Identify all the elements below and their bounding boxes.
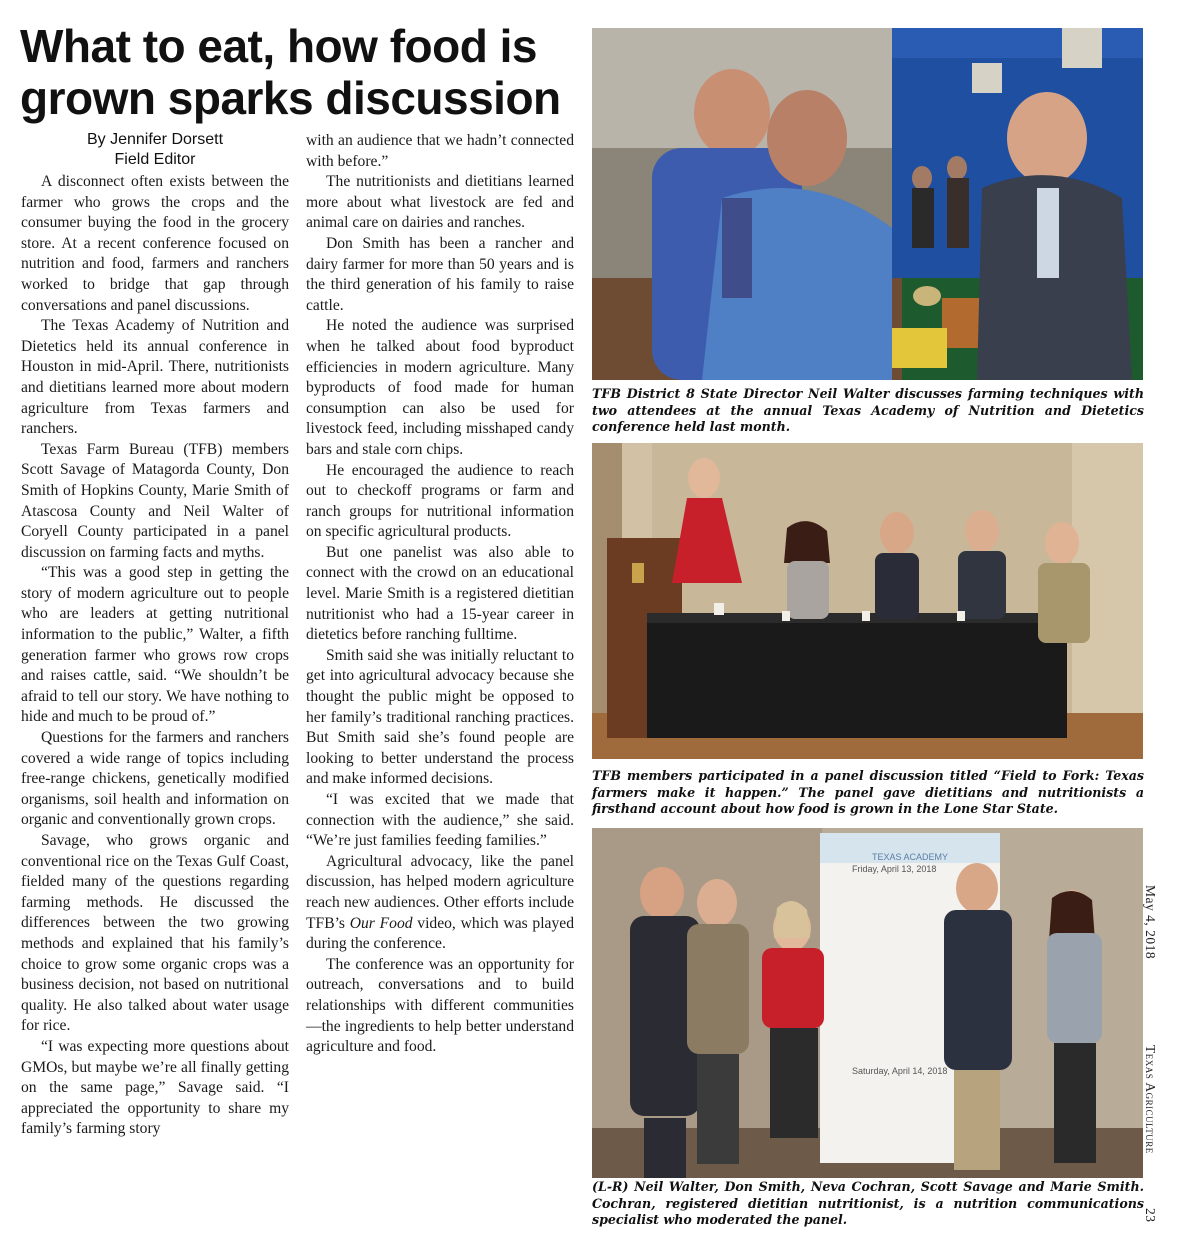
photo-group <box>592 828 1143 1178</box>
byline <box>20 130 290 170</box>
paragraph: The conference was an opportunity for outreach, conversations and to build relationships with different communities—the ingredients to help better understand agriculture and food. <box>306 955 574 1056</box>
paragraph: Don Smith has been a rancher and dairy farmer for more than 50 years and is the third generation of his family to raise cattle. <box>306 234 574 314</box>
paragraph: He encouraged the audience to reach out to checkoff programs or farm and ranch groups for nutritional information on specific agricultural products. <box>306 461 574 541</box>
photo-group-image <box>592 828 1143 1178</box>
photo-booth-image <box>592 28 1143 380</box>
paragraph: Savage, who grows organic and conventional rice on the Texas Gulf Coast, fielded many of the questions regarding farming methods. He discussed the differences between the two growing methods and explained that his family’s choice to grow some organic crops was a business decision, not based on nutritional quality. He also talked about water usage for rice. <box>21 832 289 1035</box>
paragraph: “I was expecting more questions about GMOs, but maybe we’re all finally getting on the same page,” Savage said. “I appreciated the opportunity to share my family’s farming story <box>21 1037 289 1138</box>
paragraph: Smith said she was initially reluctant to get into agricultural advocacy because she thought the public might be opposed to her family’s traditional ranching practices. But Smith said she’s found people are looking to better understand the process and make informed decisions. <box>306 646 574 788</box>
paragraph: Questions for the farmers and ranchers covered a wide range of topics including free-range chickens, genetically modified organisms, soil health and information on organic and conventionally grown crops. <box>21 729 289 829</box>
article-column-2 <box>306 131 574 1231</box>
paragraph: But one panelist was also able to connect with the crowd on an educational level. Marie Smith is a registered dietitian nutritionist who had a 15-year career in dietetics before ranching fulltime. <box>306 543 574 644</box>
paragraph: The Texas Academy of Nutrition and Dietetics held its annual conference in Houston in mid-April. There, nutritionists and dietitians learned more about modern agriculture from Texas farmers and ranchers. <box>21 317 289 438</box>
paragraph-advocacy <box>306 852 574 955</box>
photo-booth-conversation <box>592 28 1143 380</box>
byline-role: Field Editor <box>114 151 196 168</box>
paragraph: “This was a good step in getting the story of modern agriculture out to people who are leaders at getting nutritional information to the public,” Walter, a fifth generation farmer who grows row crops and raises cattle, said. “We shouldn’t be afraid to tell our story. We have nothing to hide and much to be proud of.” <box>21 564 289 726</box>
paragraph-continuation: with an audience that we hadn’t connected with before.” <box>306 132 574 170</box>
paragraph: He noted the audience was surprised when he talked about food byproduct efficiencies in modern agriculture. Many byproducts of food made for human consumption can also be used for livestock feed, including misshaped candy bars and stale corn chips. <box>306 317 574 458</box>
caption-photo-3: (L-R) Neil Walter, Don Smith, Neva Cochran, Scott Savage and Marie Smith. Cochran, registered dietitian nutritionist, is a nutrition communications specialist who moderated the panel. <box>592 1179 1144 1227</box>
byline-author: By Jennifer Dorsett <box>86 131 224 148</box>
advocacy-text-before: Agricultural advocacy, like the panel discussion, has helped modern agriculture reach new audiences. Other efforts include TFB’s <box>306 852 574 932</box>
paragraph: “I was excited that we made that connection with the audience,” she said. “We’re just families feeding families.” <box>306 791 574 850</box>
headline: What to eat, how food is grown sparks discussion <box>20 20 561 124</box>
our-food-video-title: Our Food <box>349 914 413 932</box>
caption-photo-2: TFB members participated in a panel discussion titled “Field to Fork: Texas farmers make it happen.” The panel gave dietitians and nutritionists a firsthand account about how food is grown in the Lone Star State. <box>592 768 1144 816</box>
sign-day2-text: Saturday, April 14, 2018 <box>852 1066 948 1076</box>
footer-publication: Texas Agriculture <box>1143 1045 1158 1154</box>
article-column-1 <box>21 172 289 1232</box>
paragraph: Texas Farm Bureau (TFB) members Scott Savage of Matagorda County, Don Smith of Hopkins County, Marie Smith of Atascosa County and Neil Walter of Coryell County participated in a panel discussion on farming facts and myths. <box>21 440 289 561</box>
sign-day1-text: Friday, April 13, 2018 <box>852 864 937 874</box>
caption-photo-1: TFB District 8 State Director Neil Walter discusses farming techniques with two attendees at the annual Texas Academy of Nutrition and Dietetics conference held last month. <box>592 386 1144 434</box>
advocacy-text-after: video, which was played during the conference. <box>306 914 574 953</box>
photo-panel-discussion <box>592 443 1143 759</box>
photo-panel-image <box>592 443 1143 759</box>
paragraph: The nutritionists and dietitians learned more about what livestock are fed and animal care on dairies and ranches. <box>306 173 574 232</box>
footer-date: May 4, 2018 <box>1143 885 1158 960</box>
sign-org-text: TEXAS ACADEMY <box>871 852 949 862</box>
paragraph: A disconnect often exists between the farmer who grows the crops and the consumer buying the food in the grocery store. At a recent conference focused on nutrition and food, farmers and ranchers worked to bridge that gap through conversations and panel discussions. <box>21 173 289 314</box>
footer-page-number: 23 <box>1143 1208 1158 1223</box>
